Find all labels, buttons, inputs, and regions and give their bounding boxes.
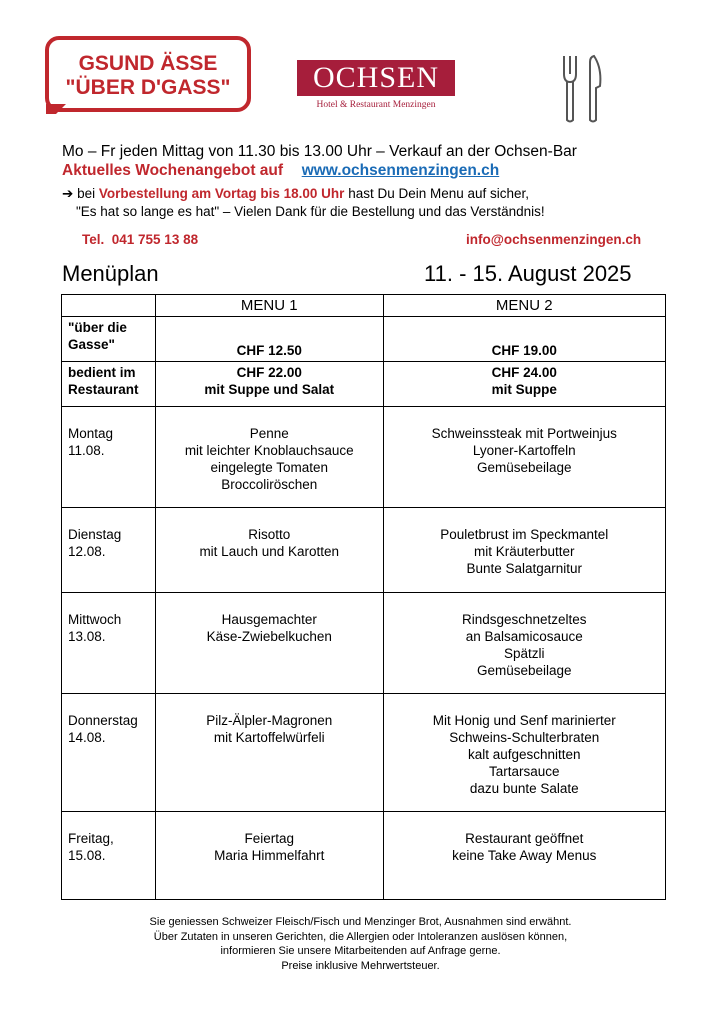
footer-line: Sie geniessen Schweizer Fleisch/Fisch und Menzinger Brot, Ausnahmen sind erwähnt. [149,916,572,928]
fork-knife-icon [560,54,604,124]
menu2-cell [383,407,665,508]
arrow-right-icon: ➔ [62,186,74,201]
dish-line: mit Kräuterbutter [473,544,575,559]
day-name: Donnerstag [68,713,138,728]
day-name: Montag [68,426,114,441]
day-cell [62,694,156,812]
header-menu1: MENU 1 [155,295,383,317]
day-date: 11.08. [68,443,105,458]
dish-line: Risotto [248,527,291,542]
price-row-restaurant [62,362,666,407]
dish-line: Broccoliröschen [221,477,318,492]
footer-line: informieren Sie unsere Mitarbeitenden auf Anfrage gerne. [220,945,501,957]
day-row-friday [62,812,666,900]
footer-line: Über Zutaten in unseren Gerichten, die Allergien oder Intoleranzen auslösen können, [153,930,568,943]
menu1-cell [155,812,383,900]
logo-bubble-tail [46,104,66,114]
dish-line: Lyoner-Kartoffeln [472,443,576,458]
price-menu1: CHF 12.50 [155,317,383,362]
dish-line: kalt aufgeschnitten [467,747,581,762]
dish-line: Maria Himmelfahrt [214,848,325,863]
dish-line: Penne [249,426,289,441]
ochsen-logo: OCHSEN [297,60,455,96]
date-range: 11. - 15. August 2025 [424,261,632,286]
day-cell [62,508,156,593]
day-date: 14.08. [68,730,106,745]
price-menu1 [155,362,383,407]
price-value: CHF 22.00 [236,365,302,380]
day-cell [62,812,156,900]
price-menu2 [383,362,665,407]
price-row-takeaway [62,317,666,362]
dish-line: dazu bunte Salate [469,781,579,796]
dish-line: Bunte Salatgarnitur [466,561,583,576]
dish-line: keine Take Away Menus [452,848,597,863]
website-link[interactable]: www.ochsenmenzingen.ch [301,162,500,179]
dish-line: Pilz-Älpler-Magronen [206,713,333,728]
dish-line: eingelegte Tomaten [210,460,329,475]
day-cell [62,407,156,508]
dish-line: Restaurant geöffnet [465,831,584,846]
footer-line: Preise inklusive Mehrwertsteuer. [281,959,440,972]
phone-text: Tel. 041 755 13 88 [82,232,199,247]
day-cell [62,593,156,694]
price-note: mit Suppe [491,382,557,397]
day-row-thursday [62,694,666,812]
preorder-suffix: hast Du Dein Menu auf sicher, [344,186,530,201]
preorder-line [62,186,529,202]
menu1-cell [155,694,383,812]
day-date: 13.08. [68,629,106,644]
menu2-cell [383,694,665,812]
email-link[interactable]: info@ochsenmenzingen.ch [466,232,642,247]
menu2-cell [383,508,665,593]
logo-bubble [45,36,251,112]
dish-line: Rindsgeschnetzeltes [461,612,587,627]
menu2-cell [383,593,665,694]
menu1-cell [155,407,383,508]
day-date: 15.08. [68,848,106,863]
preorder-highlight: Vorbestellung am Vortag bis 18.00 Uhr [98,186,345,201]
dish-line: mit Kartoffelwürfeli [213,730,325,745]
dish-line: mit leichter Knoblauchsauce [184,443,354,458]
weekly-offer-label: Aktuelles Wochenangebot auf [62,162,284,179]
menu2-cell [383,812,665,900]
menu1-cell [155,508,383,593]
price-row-label: "über die Gasse" [62,317,156,362]
dish-line: Mit Honig und Senf marinierter [432,713,616,728]
price-value: CHF 24.00 [491,365,557,380]
menu-table [61,294,666,900]
header-cell-empty [62,295,156,317]
logo-bubble-line1: GSUND ÄSSE [78,52,218,75]
dish-line: Käse-Zwiebelkuchen [206,629,332,644]
day-name: Dienstag [68,527,122,542]
footer-notes [0,915,721,973]
day-date: 12.08. [68,544,106,559]
day-row-wednesday [62,593,666,694]
dish-line: Hausgemachter [221,612,317,627]
day-name: Freitag, [68,831,114,846]
dish-line: Gemüsebeilage [476,663,572,678]
menu1-cell [155,593,383,694]
day-row-monday [62,407,666,508]
price-menu2: CHF 19.00 [383,317,665,362]
hours-text: Mo – Fr jeden Mittag von 11.30 bis 13.00 Uhr – Verkauf an der Ochsen-Bar [62,143,577,160]
weekly-offer-line [62,162,499,180]
dish-line: Gemüsebeilage [476,460,572,475]
price-row-label: bedient im Restaurant [62,362,156,407]
header-menu2: MENU 2 [383,295,665,317]
dish-line: Pouletbrust im Speckmantel [440,527,609,542]
dish-line: an Balsamicosauce [465,629,583,644]
dish-line: Feiertag [244,831,294,846]
thanks-text: "Es hat so lange es hat" – Vielen Dank für die Bestellung und das Verständnis! [76,204,545,219]
table-header-row [62,295,666,317]
dish-line: Tartarsauce [488,764,560,779]
day-name: Mittwoch [68,612,122,627]
ochsen-logo-subtitle: Hotel & Restaurant Menzingen [316,100,436,110]
dish-line: Schweins-Schulterbraten [449,730,600,745]
dish-line: Spätzli [503,646,545,661]
dish-line: mit Lauch und Karotten [199,544,340,559]
day-row-tuesday [62,508,666,593]
dish-line: Schweinssteak mit Portweinjus [431,426,617,441]
preorder-prefix: bei [77,186,99,201]
price-note: mit Suppe und Salat [204,382,335,397]
logo-bubble-line2: "ÜBER D'GASS" [65,76,231,99]
page-title: Menüplan [62,261,159,286]
